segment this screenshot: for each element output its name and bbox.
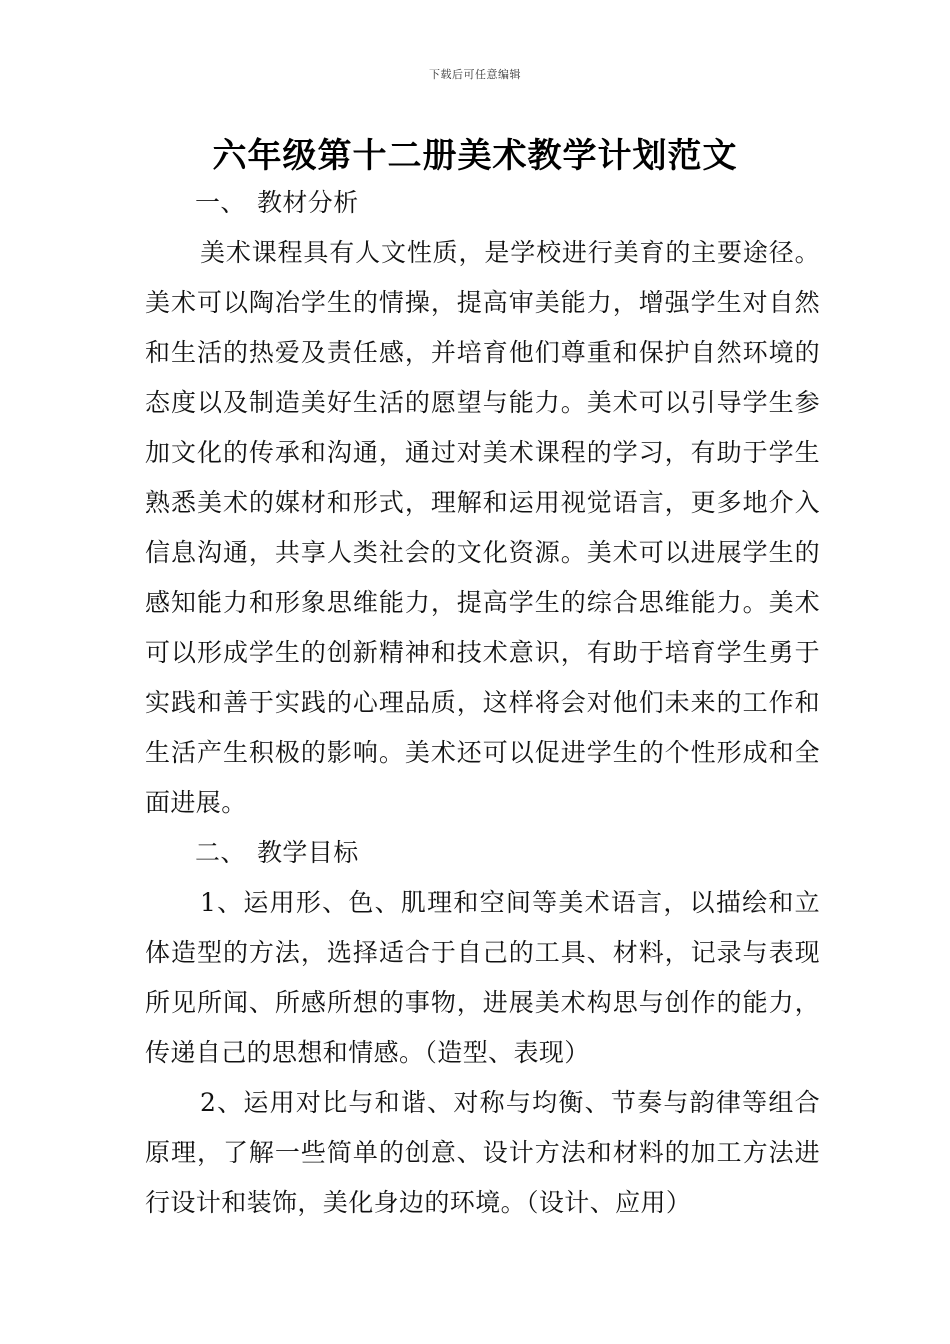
section-title: 教材分析 xyxy=(257,188,359,217)
section-heading-2 xyxy=(145,828,820,878)
section-title: 教学目标 xyxy=(257,838,359,867)
section-number: 二、 xyxy=(195,838,246,867)
paragraph: 2、运用对比与和谐、对称与均衡、节奏与韵律等组合原理，了解一些简单的创意、设计方法和材料的加工方法进行设计和装饰，美化身边的环境。（设计、应用） xyxy=(145,1088,820,1217)
document-body xyxy=(145,178,820,1228)
paragraph: 1、运用形、色、肌理和空间等美术语言，以描绘和立体造型的方法，选择适合于自己的工具、材料，记录与表现所见所闻、所感所想的事物，进展美术构思与创作的能力，传递自己的思想和情感。（造型、表现） xyxy=(145,888,820,1067)
section-number: 一、 xyxy=(195,188,246,217)
page-header-note: 下载后可任意编辑 xyxy=(429,68,521,81)
paragraph: 美术课程具有人文性质，是学校进行美育的主要途径。美术可以陶冶学生的情操，提高审美能力，增强学生对自然和生活的热爱及责任感，并培育他们尊重和保护自然环境的态度以及制造美好生活的愿望与能力。美术可以引导学生参加文化的传承和沟通，通过对美术课程的学习，有助于学生熟悉美术的媒材和形式，理解和运用视觉语言，更多地介入信息沟通，共享人类社会的文化资源。美术可以进展学生的感知能力和形象思维能力，提高学生的综合思维能力。美术可以形成学生的创新精神和技术意识，有助于培育学生勇于实践和善于实践的心理品质，这样将会对他们未来的工作和生活产生积极的影响。美术还可以促进学生的个性形成和全面进展。 xyxy=(145,238,820,817)
section-heading-1 xyxy=(145,178,820,228)
document-title: 六年级第十二册美术教学计划范文 xyxy=(212,136,738,176)
